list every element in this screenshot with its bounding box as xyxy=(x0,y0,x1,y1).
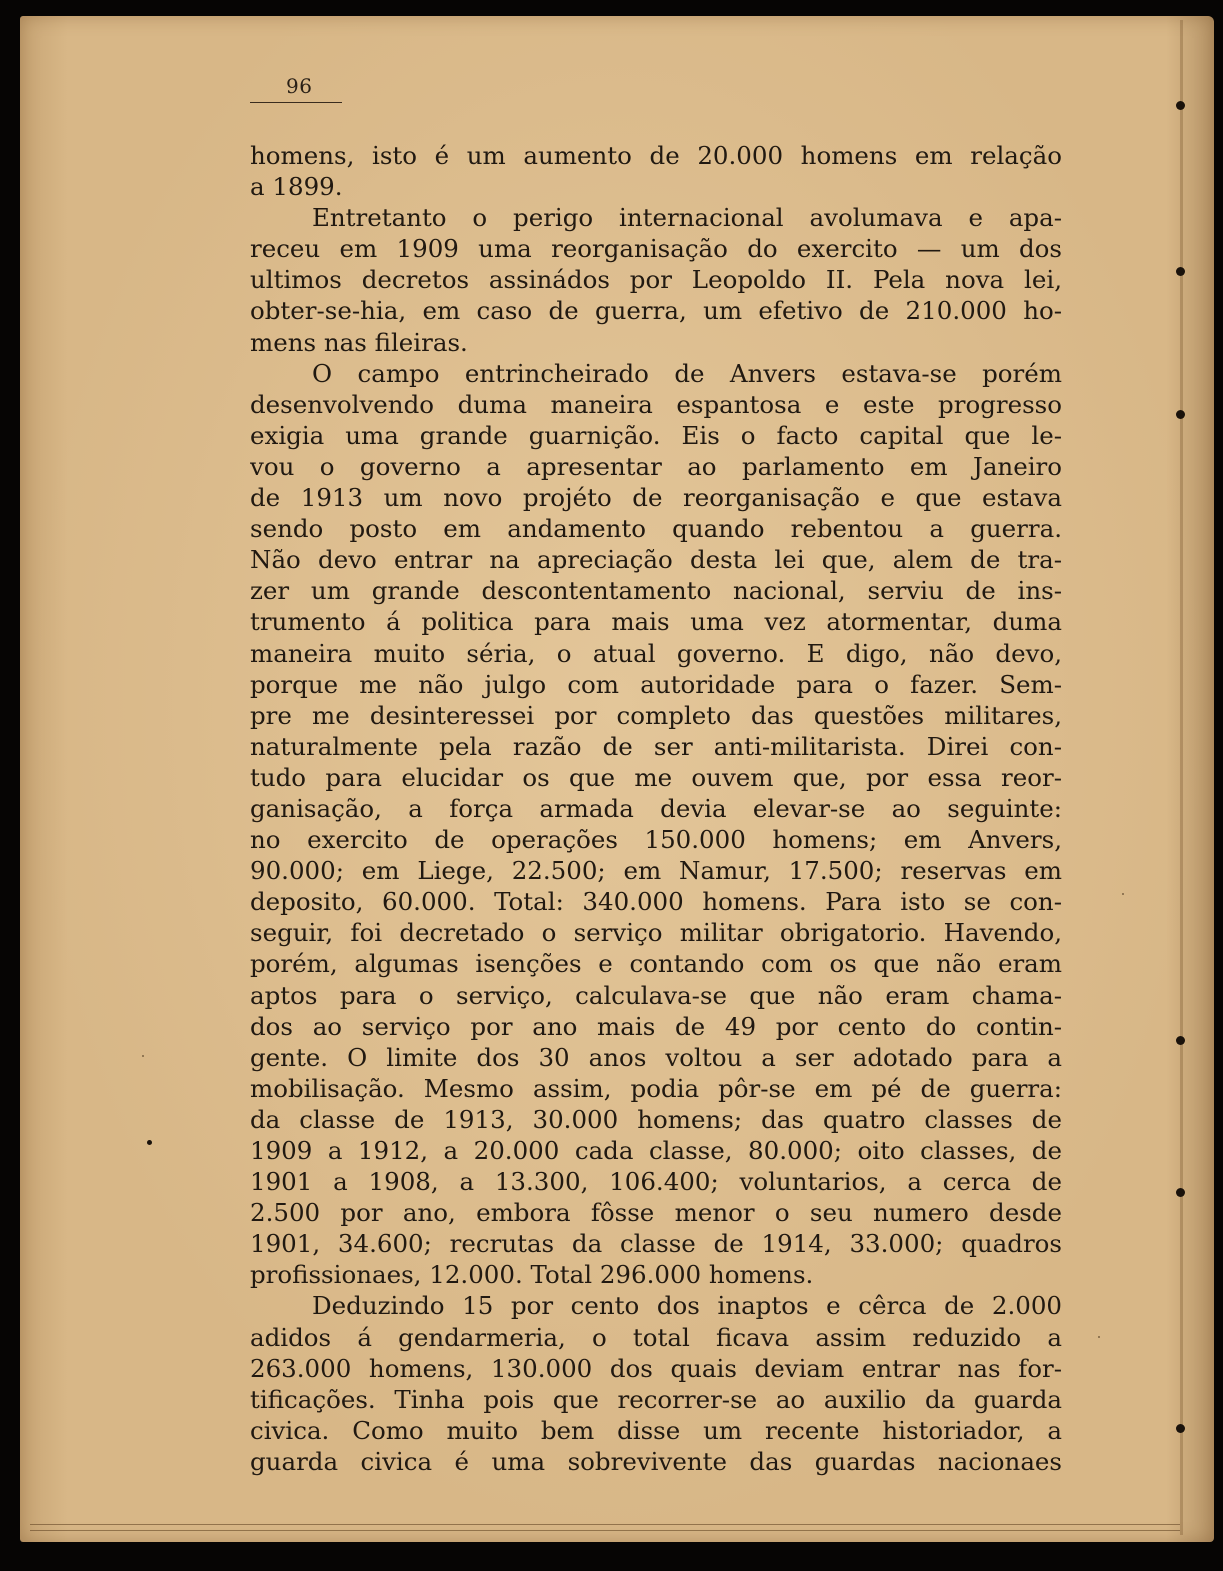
text-line: Entretanto o perigo internacional avolumava e apa- xyxy=(312,203,1062,233)
text-line: Deduzindo 15 por cento dos inaptos e cêrca de 2.000 xyxy=(312,1291,1062,1321)
text-line: aptos para o serviço, calculava-se que não eram chama- xyxy=(250,980,1062,1010)
text-line: porém, algumas isenções e contando com os que não eram xyxy=(250,949,1062,979)
text-line: mobilisação. Mesmo assim, podia pôr-se em pé de guerra: xyxy=(250,1073,1062,1103)
text-line: civica. Como muito bem disse um recente historiador, a xyxy=(250,1415,1062,1445)
page-number-rule xyxy=(250,102,342,103)
text-line: porque me não julgo com autoridade para o fazer. Sem- xyxy=(250,669,1062,699)
text-line: seguir, foi decretado o serviço militar obrigatorio. Havendo, xyxy=(250,918,1062,948)
body-text xyxy=(250,140,1062,1477)
text-line: a 1899. xyxy=(250,172,343,202)
text-line: naturalmente pela razão de ser anti-militarista. Direi con- xyxy=(250,731,1062,761)
text-line: ganisação, a força armada devia elevar-se ao seguinte: xyxy=(250,793,1062,823)
text-line: zer um grande descontentamento nacional, serviu de ins- xyxy=(250,576,1062,606)
page-number: 96 xyxy=(286,74,313,98)
text-line: ultimos decretos assinádos por Leopoldo II. Pela nova lei, xyxy=(250,265,1062,295)
text-line: Não devo entrar na apreciação desta lei que, alem de tra- xyxy=(250,545,1062,575)
text-line: dos ao serviço por ano mais de 49 por cento do contin- xyxy=(250,1011,1062,1041)
binding-mark xyxy=(1176,1424,1185,1433)
binding-mark xyxy=(1176,101,1185,110)
text-line: 90.000; em Liege, 22.500; em Namur, 17.500; reservas em xyxy=(250,856,1062,886)
text-line: mens nas fileiras. xyxy=(250,327,468,357)
text-line: exigia uma grande guarnição. Eis o facto capital que le- xyxy=(250,420,1062,450)
text-line: trumento á politica para mais uma vez atormentar, duma xyxy=(250,607,1062,637)
text-line: vou o governo a apresentar ao parlamento em Janeiro xyxy=(250,451,1062,481)
text-line: tificações. Tinha pois que recorrer-se ao auxilio da guarda xyxy=(250,1384,1062,1414)
text-line: da classe de 1913, 30.000 homens; das quatro classes de xyxy=(250,1104,1062,1134)
text-line: tudo para elucidar os que me ouvem que, por essa reor- xyxy=(250,762,1062,792)
binding-mark xyxy=(1176,1188,1185,1197)
text-line: maneira muito séria, o atual governo. E digo, não devo, xyxy=(250,638,1062,668)
paper-edge-shadow xyxy=(1180,20,1183,1535)
bottom-edge-line xyxy=(30,1530,1180,1531)
text-line: 2.500 por ano, embora fôsse menor o seu numero desde xyxy=(250,1198,1062,1228)
text-line: 1901 a 1908, a 13.300, 106.400; voluntarios, a cerca de xyxy=(250,1167,1062,1197)
text-line: homens, isto é um aumento de 20.000 homens em relação xyxy=(250,141,1062,170)
text-line: pre me desinteressei por completo das questões militares, xyxy=(250,700,1062,730)
text-line: obter-se-hia, em caso de guerra, um efetivo de 210.000 ho- xyxy=(250,296,1062,326)
paper-speck xyxy=(1098,1336,1100,1338)
text-line: no exercito de operações 150.000 homens; em Anvers, xyxy=(250,825,1062,855)
binding-mark xyxy=(1176,1036,1185,1045)
paper-speck xyxy=(1122,893,1124,895)
text-line: receu em 1909 uma reorganisação do exercito — um dos xyxy=(250,234,1062,264)
text-line: 1909 a 1912, a 20.000 cada classe, 80.000; oito classes, de xyxy=(250,1136,1062,1165)
text-line: gente. O limite dos 30 anos voltou a ser adotado para a xyxy=(250,1042,1062,1072)
text-line: sendo posto em andamento quando rebentou a guerra. xyxy=(250,514,1062,544)
binding-mark xyxy=(1176,267,1185,276)
text-line: 1901, 34.600; recrutas da classe de 1914, 33.000; quadros xyxy=(250,1229,1062,1259)
binding-mark xyxy=(1176,410,1185,419)
text-line: 263.000 homens, 130.000 dos quais deviam entrar nas for- xyxy=(250,1353,1062,1383)
paper-speck xyxy=(142,1055,144,1057)
text-line: O campo entrincheirado de Anvers estava-se porém xyxy=(312,358,1062,388)
text-line: deposito, 60.000. Total: 340.000 homens. Para isto se con- xyxy=(250,887,1062,917)
text-line: desenvolvendo duma maneira espantosa e este progresso xyxy=(250,389,1062,419)
text-line: adidos á gendarmeria, o total ficava assim reduzido a xyxy=(250,1322,1062,1352)
text-line: guarda civica é uma sobrevivente das guardas nacionaes xyxy=(250,1446,1062,1476)
paper-spot xyxy=(147,1140,152,1145)
text-line: de 1913 um novo projéto de reorganisação e que estava xyxy=(250,483,1062,513)
text-line: profissionaes, 12.000. Total 296.000 homens. xyxy=(250,1260,814,1290)
bottom-edge-line xyxy=(30,1524,1180,1525)
